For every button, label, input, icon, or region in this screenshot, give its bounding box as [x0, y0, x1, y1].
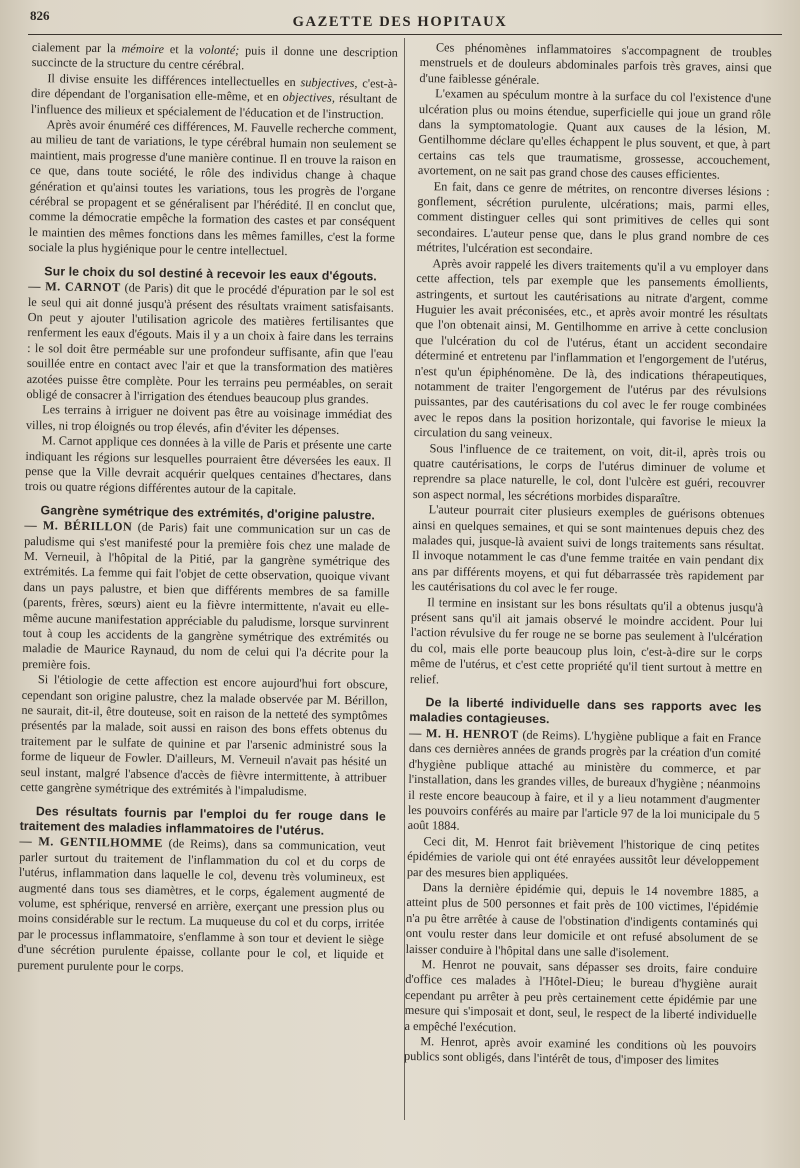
- journal-title: GAZETTE DES HOPITAUX: [292, 14, 508, 30]
- paragraph: Sous l'influence de ce traitement, on voit, dit-il, après trois ou quatre cautérisations, le corps de l'utérus diminuer de volume et reprendre sa place naturelle, le col, dont l'ulcère est guéri, recouvrer son aspect normal, les sécrétions morbides disparaître.: [412, 440, 766, 505]
- paragraph: — M. CARNOT (de Paris) dit que le procédé d'épuration par le sol est le seul qui ait donné jusqu'à présent des résultats vraiment satisfaisants. On peut y ajouter l'utilisation agricole des matières fertilisantes que renferment les eaux d'égouts. Mais il y a un choix à faire dans les terrains : le sol doit être perméable sur une profondeur suffisante, afin que l'eau souillée entre en contact avec l'air et que la transformation des matières azotées puisse être complète. Pour les terrains peu perméables, on serait obligé de consacrer à l'irrigation des étendues beaucoup plus grandes.: [26, 279, 395, 407]
- paragraph: — M. H. HENROT (de Reims). L'hygiène publique a fait en France dans ces dernières années de grands progrès par la création d'un comité d'hygiène publique attaché au ministère du commerce, et par l'installation, dans les grandes villes, de bureaux d'hygiène ; néanmoins il reste encore beaucoup à faire, et il y a lieu notamment d'augmenter les pouvoirs conférés au maire par l'article 97 de la loi municipale du 5 août 1884.: [407, 725, 762, 834]
- paragraph: Si l'étiologie de cette affection est encore aujourd'hui fort obscure, cependant son origine palustre, chez la malade observée par M. Bérillon, ne saurait, dit-il, être douteuse, soit en raison de la netteté des symptômes présentés par la malade, soit aussi en raison des bons effets obtenus du traitement par le sulfate de quinine et par l'arsenic administré sous la forme de liqueur de Fowler. D'ailleurs, M. Verneuil n'avait pas hésité un seul instant, malgré l'absence d'accès de fièvre intermittente, à attribuer cette gangrène symétrique des extrémités à l'impaludisme.: [20, 672, 389, 799]
- paragraph: Après avoir rappelé les divers traitements qu'il a vu employer dans cette affection, tels par exemple que les pansements émollients, astringents, et surtout les cautérisations au nitrate d'argent, comme Huguier les avait préconisées, etc., et après avoir montré les résultats que l'on obtenait ainsi, M. Gentilhomme en arrive à cette conclusion que l'ulcération du col de l'utérus, étant un accident secondaire déterminé et entretenu par l'inflammation et l'engorgement de l'utérus, n'est qu'un épiphénomène. De là, des indications thérapeutiques, notamment de traiter l'engorgement de l'utérus par des révulsions puissantes, par des cautérisations du col avec le fer rouge combinées avec le repos dans la position horizontale, qui favorise le mieux la circulation du sang veineux.: [413, 255, 769, 442]
- author-name: — M. BÉRILLON: [24, 518, 133, 534]
- section-title: Des résultats fournis par l'emploi du fer rouge dans le traitement des maladies inflammatoires de l'utérus.: [19, 803, 386, 838]
- paragraph: L'auteur pourrait citer plusieurs exemples de guérisons obtenues ainsi en quelques semaines, et qui se sont maintenues depuis chez des malades qui, jusque-là avaient suivi de longs traitements sans résultat. Il invoque notamment le cas d'une femme traitée en vain pendant dix ans par différents moyens, et qui fut débarrassée très rapidement par les cautérisations du col avec le fer rouge.: [411, 502, 765, 597]
- paragraph: — M. GENTILHOMME (de Reims), dans sa communication, veut parler surtout du traitement de l'inflammation du col et du corps de l'utérus, inflammation dans laquelle le col, devenu très volumineux, est augmenté dans tous ses diamètres, et le corps, également augmenté de volume, est sphérique, renversé en arrière, exerçant une pression plus ou moins considérable sur le rectum. La muqueuse du col et du corps, irritée par le processus inflammatoire, s'enflamme à son tour et devient le siège d'une sécrétion purulente épaisse, collante pour le col, et liquide et purement purulente pour le corps.: [17, 834, 386, 975]
- paragraph: Ces phénomènes inflammatoires s'accompagnent de troubles menstruels et de douleurs abdominales parfois très graves, ainsi que d'une faiblesse générale.: [419, 40, 772, 87]
- section-title: Gangrène symétrique des extrémités, d'origine palustre.: [40, 502, 376, 523]
- paragraph: Ceci dit, M. Henrot fait brièvement l'historique de cinq petites épidémies de variole qui ont été enrayées aussitôt leur développement par des mesures bien appliquées.: [406, 833, 760, 881]
- paragraph: Les terrains à irriguer ne doivent pas être au voisinage immédiat des villes, ni trop éloignés ou trop élevés, afin d'éviter les dépenses.: [25, 402, 393, 437]
- page-number: 826: [30, 8, 50, 23]
- right-column: [404, 40, 772, 1070]
- author-name: — M. H. HENROT: [409, 725, 519, 742]
- section-title: Sur le choix du sol destiné à recevoir les eaux d'égouts.: [44, 263, 378, 284]
- section-title: De la liberté individuelle dans ses rapports avec les maladies contagieuses.: [409, 695, 762, 727]
- paragraph: En fait, dans ce genre de métrites, on rencontre diverses lésions : gonflement, sécrétion purulente, ulcérations; mais, parmi elles, comment distinguer celles qui sont primitives de celles qui sont secondaires. L'auteur pense que, dans le plus grand nombre de ces métrites, l'ulcération est secondaire.: [416, 178, 770, 258]
- paragraph: M. Henrot ne pouvait, sans dépasser ses droits, faire conduire d'office ces malades à l'Hôtel-Dieu; le bureau d'hygiène aurait cependant pu arrêter à peu près certainement cette épidémie par une mesure qui s'imposait et dont, seul, le respect de la liberté individuelle a empêché l'exécution.: [404, 957, 758, 1035]
- author-name: — M. CARNOT: [28, 279, 121, 295]
- paragraph: Il divise ensuite les différences intellectuelles en subjectives, c'est-à-dire dépendant de l'organisation elle-même, et en objectives, résultant de l'influence des milieux et spécialement de l'éducation et de l'instruction.: [30, 71, 398, 122]
- paragraph: cialement par la mémoire et la volonté; puis il donne une description succincte de la structure du centre cérébral.: [31, 40, 398, 73]
- author-name: — M. GENTILHOMME: [19, 834, 163, 851]
- left-column: [17, 40, 398, 979]
- paragraph: Dans la dernière épidémie qui, depuis le 14 novembre 1885, a atteint plus de 500 personnes et fait près de 100 victimes, l'épidémie n'a pu être arrêtée à cause de l'obstination d'indigents contaminés qui ont voulu rester dans leur domicile et ont refusé absolument de se laisser conduire à l'hôpital dans une salle d'isolement.: [405, 880, 759, 960]
- paragraph: Il termine en insistant sur les bons résultats qu'il a obtenus jusqu'à présent sans qu'il ait jamais observé le moindre accident. Pour lui l'action révulsive du fer rouge ne se borne pas seulement à l'ulcération du col, mais elle porte beaucoup plus loin, c'est-à-dire sur le corps même de l'utérus, et c'est cette propriété qu'il tient surtout à mettre en relief.: [409, 594, 764, 687]
- paragraph: Après avoir énuméré ces différences, M. Fauvelle recherche comment, au milieu de tant de variations, le type cérébral humain non seulement se maintient, mais progresse d'une manière continue. Il en trouve la raison en ce que, dans toute société, le rôle des individus change à chaque génération et qu'ainsi toutes les variations, tous les progrès de l'organe cérébral se propagent et se généralisent par l'hérédité. Il en conclut que, comme la démocratie empêche la formation des castes et par conséquent le maintien des mêmes fonctions dans les mêmes familles, c'est la forme sociale la plus hygiénique pour le centre intellectuel.: [28, 117, 397, 259]
- header-rule: [28, 34, 782, 35]
- paragraph: M. Henrot, après avoir examiné les conditions où les pouvoirs publics sont obligés, dans l'intérêt de tous, d'imposer des limites: [403, 1034, 757, 1069]
- paragraph: L'examen au spéculum montre à la surface du col l'existence d'une ulcération plus ou moins étendue, superficielle qui joue un grand rôle dans la symptomatologie. Quant aux causes de la lésion, M. Gentilhomme déclare qu'elles échappent le plus souvent, et que, à part certains cas tels que traumatisme, grossesse, accouchement, avortement, on ne sait pas grand chose des causes efficientes.: [417, 86, 772, 182]
- paragraph: M. Carnot applique ces données à la ville de Paris et présente une carte indiquant les régions sur lesquelles pourraient être déversées les eaux. Il pense que la Ville devrait acquérir quelques centaines d'hectares, dans trois ou quatre régions différentes autour de la capitale.: [24, 433, 392, 498]
- paragraph: — M. BÉRILLON (de Paris) fait une communication sur un cas de paludisme qui s'est manifesté pour la première fois chez une malade de M. Verneuil, à l'hôpital de la Pitié, par la gangrène symétrique des extrémités. La femme qui fait l'objet de cette observation, quoique vivant dans un pays palustre, et bien que différents membres de sa famille (parents, frères, sœurs) aient eu la fièvre intermittente, n'avait eu elle-même aucune manifestation appréciable du paludisme, lorsque survinrent tout à coup les accidents de la gangrène symétrique des extrémités ou maladie de Maurice Raynaud, du nom de celui qui l'a décrite pour la première fois.: [22, 518, 391, 672]
